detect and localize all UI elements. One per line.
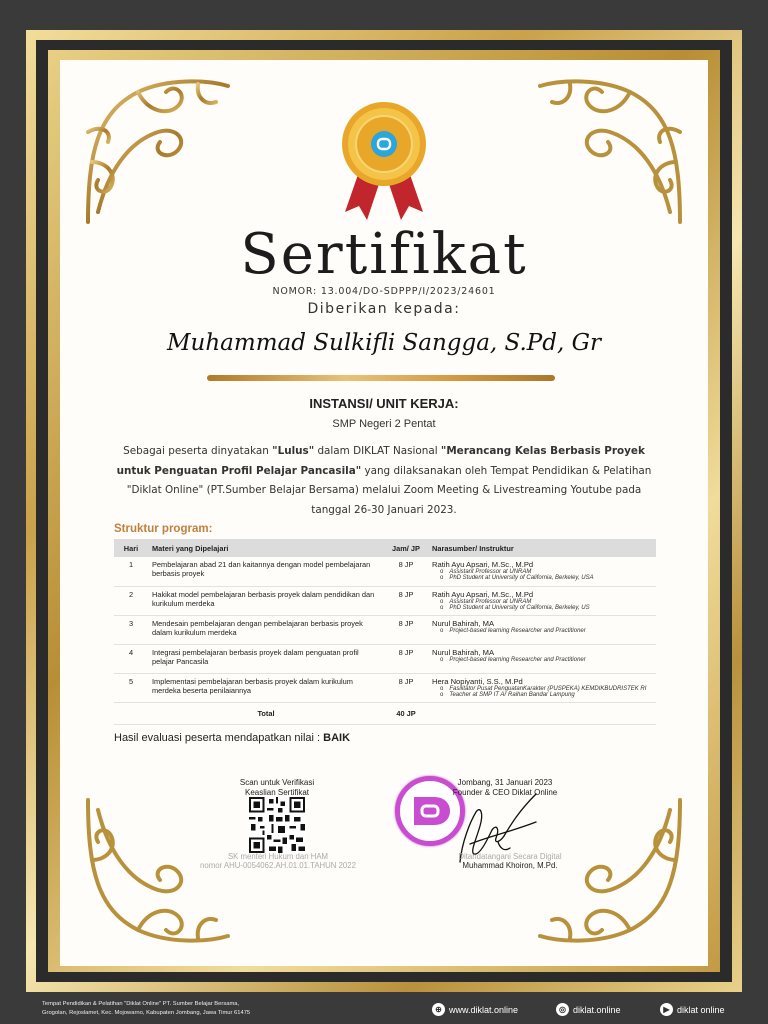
legal-note [180, 852, 376, 870]
table-row [114, 615, 656, 644]
name-underline [207, 375, 555, 381]
institution-value: SMP Negeri 2 Pentat [332, 418, 436, 430]
total-label: Total [148, 702, 384, 724]
cell-hari: 4 [114, 644, 148, 673]
table-row [114, 673, 656, 702]
col-header-jam: Jam/ JP [384, 539, 428, 557]
table-header-row [114, 539, 656, 557]
instructor-name: Ratih Ayu Apsari, M.Sc., M.Pd [432, 589, 534, 599]
verification-line1: Scan untuk Verifikasi [239, 778, 315, 787]
verification-line2: Keaslian Sertifikat [244, 788, 310, 797]
col-header-narasumber: Narasumber/ Instruktur [428, 539, 656, 557]
evaluation-label: Hasil evaluasi peserta mendapatkan nilai : [114, 732, 321, 744]
instagram-icon: ◎ [556, 1003, 569, 1016]
signature-footer [420, 852, 600, 870]
instructor-name: Ratih Ayu Apsari, M.Sc., M.Pd [432, 560, 534, 569]
cell-hari: 2 [114, 586, 148, 615]
footer-instagram-link[interactable] [556, 1003, 621, 1016]
corner-ornament-top-left [78, 72, 238, 232]
cell-narasumber [428, 586, 656, 615]
instructor-detail: o Assistant Professor at UNRAM [432, 599, 652, 605]
cell-jam: 8 JP [384, 586, 428, 615]
signature-digital-note: Ditandatangani Secara Digital [458, 852, 562, 861]
evaluation-value: BAIK [323, 732, 351, 744]
cell-jam: 8 JP [384, 673, 428, 702]
corner-ornament-top-right [530, 72, 690, 232]
cell-empty [114, 702, 148, 724]
instructor-detail: o Fasilitator Pusat PenguatanKarakter (PUSPEKA) KEMDIKBUDRISTEK RI [432, 686, 652, 692]
certificate-title: Sertifikat [240, 222, 528, 287]
col-header-hari: Hari [114, 539, 148, 557]
cell-narasumber [428, 557, 656, 586]
footer-instagram-text: diklat.online [573, 1004, 621, 1015]
total-value: 40 JP [384, 702, 428, 724]
table-total-row [114, 702, 656, 724]
evaluation-result [114, 732, 350, 744]
legal-line1: SK menteri Hukum dan HAM [227, 852, 329, 861]
footer-youtube-text: diklat online [677, 1004, 725, 1015]
cell-materi: Pembelajaran abad 21 dan kaitannya dengan model pembelajaran berbasis proyek [148, 557, 384, 586]
footer-address-line1: Tempat Pendidikan & Pelatihan "Diklat Online" PT. Sumber Belajar Bersama, [42, 1001, 240, 1007]
verification-caption [220, 778, 334, 798]
legal-line2: nomor AHU-0054062.AH.01.01.TAHUN 2022 [200, 861, 356, 870]
footer-website-link[interactable] [432, 1003, 518, 1016]
col-header-materi: Materi yang Dipelajari [148, 539, 384, 557]
instructor-detail: o PhD Student at University of California, Berkeley, USA [432, 575, 652, 581]
table-row [114, 586, 656, 615]
program-table [114, 539, 656, 725]
instructor-name: Nurul Bahirah, MA [432, 647, 495, 657]
instructor-name: Hera Nopiyanti, S.S., M.Pd [432, 676, 523, 686]
certificate-number: NOMOR: 13.004/DO-SDPPP/I/2023/24601 [272, 286, 496, 297]
cell-materi: Mendesain pembelajaran dengan pembelajaran berbasis proyek dalam kurikulum merdeka [148, 615, 384, 644]
table-row [114, 557, 656, 586]
instructor-detail: o Assistant Professor at UNRAM [432, 569, 652, 575]
signature-role: Founder & CEO Diklat Online [452, 788, 558, 797]
table-row [114, 644, 656, 673]
footer-address-line2: Grogolan, Rejoslamet, Kec. Mojowarno, Kabupaten Jombang, Jawa Timur 61475 [42, 1010, 251, 1016]
youtube-icon: ▶ [660, 1003, 673, 1016]
cell-narasumber [428, 615, 656, 644]
corner-ornament-bottom-left [78, 790, 238, 950]
instructor-detail: o PhD Student at University of California, Berkeley, US [432, 605, 652, 611]
footer-website-text: www.diklat.online [449, 1004, 519, 1015]
cell-jam: 8 JP [384, 615, 428, 644]
cell-narasumber [428, 673, 656, 702]
cell-hari: 3 [114, 615, 148, 644]
institution-label: INSTANSI/ UNIT KERJA: [309, 396, 459, 411]
program-structure-title: Struktur program: [114, 523, 213, 535]
recipient-name: Muhammad Sulkifli Sangga, S.Pd, Gr [167, 330, 601, 356]
cell-jam: 8 JP [384, 557, 428, 586]
cell-hari: 5 [114, 673, 148, 702]
globe-icon: ⊕ [432, 1003, 445, 1016]
instructor-detail: o Teacher at SMP IT Ar Raihan Bandar Lampung [432, 692, 652, 698]
cell-jam: 8 JP [384, 644, 428, 673]
qr-code-icon[interactable] [249, 797, 305, 853]
cell-materi: Integrasi pembelajaran berbasis proyek dalam penguatan profil pelajar Pancasila [148, 644, 384, 673]
signature-place-date: Jombang, 31 Januari 2023 [457, 778, 553, 787]
instructor-detail: o Project-based learning Researcher and Practitioner [432, 657, 652, 663]
instructor-name: Nurul Bahirah, MA [432, 618, 495, 628]
given-to-label: Diberikan kepada: [307, 301, 461, 317]
footer-address [42, 1000, 250, 1018]
cell-materi: Implementasi pembelajaran berbasis proyek dalam kurikulum merdeka beserta penilaiannya [148, 673, 384, 702]
cell-empty [428, 702, 656, 724]
cell-materi: Hakikat model pembelajaran berbasis proyek dalam pendidikan dan kurikulum merdeka [148, 586, 384, 615]
signer-name: Muhammad Khoiron, M.Pd. [462, 861, 558, 870]
certificate-statement: Sebagai peserta dinyatakan "Lulus" dalam DIKLAT Nasional "Merancang Kelas Berbasis Proyek untuk Penguatan Profil Pelajar Pancasila" yang dilaksanakan oleh Tempat Pendidikan & Pelatihan "Diklat Online" (PT.Sumber Belajar Bersama) melalui Zoom Meeting & Livestreaming Youtube pada tanggal 26-30 Januari 2023. [116, 445, 652, 516]
instructor-detail: o Project-based learning Researcher and Practitioner [432, 628, 652, 634]
footer-youtube-link[interactable] [660, 1003, 725, 1016]
cell-narasumber [428, 644, 656, 673]
cell-hari: 1 [114, 557, 148, 586]
award-medal-icon [337, 100, 431, 226]
